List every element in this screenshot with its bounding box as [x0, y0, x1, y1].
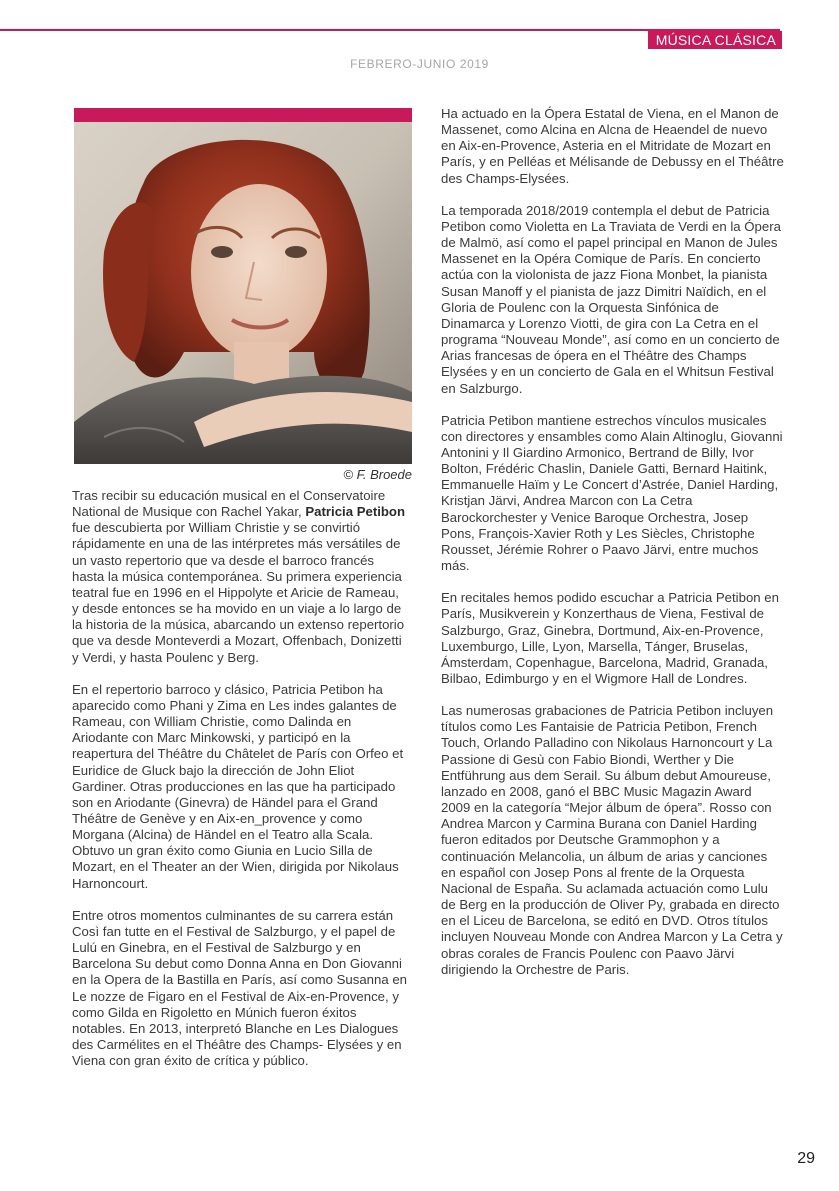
paragraph: En recitales hemos podido escuchar a Patricia Petibon en París, Musikverein y Konzerthaus de Viena, Festival de Salzburgo, Graz, Ginebra, Dortmund, Aix-en-Provence, Luxemburgo, Lille, Lyon, Marsella, Tánger, Bruselas, Ámsterdam, Copenhague, Barcelona, Madrid, Granada, Bilbao, Edimburgo y en el Wigmore Hall de Londres.: [441, 590, 779, 686]
artist-name: Patricia Petibon: [305, 504, 406, 520]
portrait-photo: [74, 122, 412, 464]
paragraph: Ha actuado en la Ópera Estatal de Viena, en el Manon de Massenet, como Alcina en Alcna de Heaendel de nuevo en Aix-en-Provence, Asteria en el Mitridate de Mozart en París, y en Pelléas et Mélisande de Debussy en el Théâtre des Champs-Elysées.: [441, 106, 784, 186]
paragraph: [72, 488, 407, 666]
paragraph: En el repertorio barroco y clásico, Patricia Petibon ha aparecido como Phani y Zima en Les indes galantes de Rameau, con William Christie, como Dalinda en Ariodante con Marc Minkowski, y participó en la reapertura del Théâtre du Châtelet de París con Orfeo et Euridice de Gluck bajo la dirección de John Eliot Gardiner. Otras producciones en las que ha participado son en Ariodante (Ginevra) de Händel para el Grand Théâtre de Genève y en Aix-en_provence y como Morgana (Alcina) de Händel en el Teatro alla Scala. Obtuvo un gran éxito como Giunia en Lucio Silla de Mozart, en el Theater an der Wien, dirigida por Nikolaus Harnoncourt.: [72, 681, 404, 891]
portrait-figure: [74, 108, 412, 464]
text-span: fue descubierta por William Christie y se convirtió rápidamente en una de las intérpretes más versátiles de un vasto repertorio que va desde el barroco francés hasta la música contemporánea. Su primera experiencia teatral fue en 1996 en el Hippolyte et Aricie de Rameau, y desde entonces se ha movido en un viaje a lo largo de la historia de la música, abarcando un extenso repertorio que va desde Monteverdi a Mozart, Offenbach, Donizetti y Verdi, y hasta Poulenc y Berg.: [72, 520, 405, 665]
section-tag: MÚSICA CLÁSICA: [648, 31, 782, 49]
left-column: [72, 488, 407, 1085]
right-column: [441, 106, 784, 994]
paragraph: La temporada 2018/2019 contempla el debut de Patricia Petibon como Violetta en La Traviata de Verdi en la Ópera de Malmö, así como el papel principal en Manon de Jules Massenet en la Opéra Comique de París. En concierto actúa con la violonista de jazz Fiona Monbet, la pianista Susan Manoff y el pianista de jazz Dimitri Naïdich, en el Gloria de Poulenc con la Orquesta Sinfónica de Dinamarca y Lorenzo Viotti, de gira con La Cetra en el programa “Nouveau Monde”, así como en un concierto de Arias francesas de ópera en el Théâtre des Champs Elysées y en un concierto de Gala en el Whitsun Festival en Salzburgo.: [441, 202, 781, 396]
text-span: Tras recibir su educación musical en el Conservatoire National de Musique con Rachel Yakar,: [72, 488, 386, 520]
page-number: 29: [797, 1150, 815, 1167]
paragraph: Entre otros momentos culminantes de su carrera están Così fan tutte en el Festival de Salzburgo, y el papel de Lulú en Ginebra, en el Festival de Salzburgo y en Barcelona Su debut como Donna Anna en Don Giovanni en la Opera de la Bastilla en París, así como Susanna en Le nozze de Figaro en el Festival de Aix-en-Provence, y como Gilda en Rigoletto en Múnich fueron éxitos notables. En 2013, interpretó Blanche en Les Dialogues des Carmélites en el Théâtre des Champs- Elysées y en Viena con gran éxito de crítica y público.: [72, 907, 408, 1069]
photo-credit: © F. Broede: [343, 467, 412, 482]
photo-accent-band: [74, 108, 412, 122]
paragraph: Las numerosas grabaciones de Patricia Petibon incluyen títulos como Les Fantaisie de Patricia Petibon, French Touch, Orlando Palladino con Nikolaus Harnoncourt y La Passione di Gesù con Fabio Biondi, Werther y Die Entführung aus dem Serail. Su álbum debut Amoureuse, lanzado en 2008, ganó el BBC Music Magazin Award 2009 en la categoría “Mejor álbum de ópera”. Rosso con Andrea Marcon y Carmina Burana con Daniel Harding fueron editados por Deutsche Grammophon y a continuación Melancolia, un álbum de arias y canciones en español con Josep Pons al frente de la Orquesta Nacional de España. Su aclamada actuación como Lulu de Berg en la producción de Oliver Py, grabada en directo en el Liceu de Barcelona, se editó en DVD. Otros títulos incluyen Nouveau Monde con Andrea Marcon y La Cetra y obras corales de Francis Poulenc con Paavo Järvi dirigiendo la Orchestre de Paris.: [441, 703, 783, 977]
issue-date: FEBRERO-JUNIO 2019: [350, 57, 489, 71]
paragraph: Patricia Petibon mantiene estrechos vínculos musicales con directores y ensambles como Alain Altinoglu, Giovanni Antonini y Il Giardino Armonico, Bertrand de Billy, Ivor Bolton, Frédéric Chaslin, Daniele Gatti, Bernard Haitink, Emmanuelle Haïm y Le Concert d’Astrée, Daniel Harding, Kristjan Järvi, Andrea Marcon con La Cetra Barockorchester y Venice Baroque Orchestra, Josep Pons, François-Xavier Roth y Les Siècles, Christophe Rousset, Jérémie Rohrer o Paavo Järvi, entre muchos más.: [441, 412, 783, 574]
